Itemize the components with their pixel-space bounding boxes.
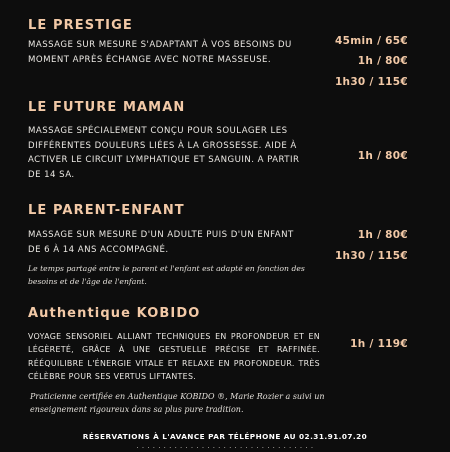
cut-off-footer-line: · · · · · · · · · · · · · · · · · · · · · · · · · · · · · · · · · bbox=[136, 444, 314, 452]
section-title-parent-enfant: LE PARENT-ENFANT bbox=[28, 203, 185, 218]
price-parent-enfant-1h30: 1h30 / 115€ bbox=[334, 250, 408, 262]
reservation-text: RÉSERVATIONS À L'AVANCE PAR TÉLÉPHONE AU bbox=[82, 432, 297, 441]
section-note-kobido: Praticienne certifiée en Authentique KOBIDO ®, Marie Rozier a suivi un enseignement rigoureux dans sa plus pure tradition. bbox=[30, 392, 325, 415]
price-prestige-1h30: 1h30 / 115€ bbox=[334, 76, 408, 88]
price-kobido-1h: 1h / 119€ bbox=[350, 338, 408, 350]
reservation-info bbox=[0, 432, 450, 441]
price-prestige-45min: 45min / 65€ bbox=[335, 35, 408, 47]
reservation-phone[interactable]: 02.31.91.07.20 bbox=[299, 432, 368, 441]
section-title-kobido: Authentique KOBIDO bbox=[28, 306, 201, 321]
section-description-prestige: MASSAGE SUR MESURE S'ADAPTANT À VOS BESOINS DU MOMENT APRÈS ÉCHANGE AVEC NOTRE MASSEUSE. bbox=[28, 40, 292, 65]
price-future-maman-1h: 1h / 80€ bbox=[357, 150, 408, 162]
price-parent-enfant-1h: 1h / 80€ bbox=[357, 229, 408, 241]
section-title-prestige: LE PRESTIGE bbox=[28, 18, 133, 33]
section-description-kobido: VOYAGE SENSORIEL ALLIANT TECHNIQUES EN PROFONDEUR ET EN LÉGÈRETÉ, GRÂCE À UNE GESTUELLE PRÉCISE ET RAFFINÉE. RÉÉQUILIBRE L'ÉNERGIE VITALE ET RELAXE EN PROFONDEUR. TRÈS CÉLÈBRE POUR SES VERTUS LIFTANTES. bbox=[28, 332, 320, 381]
section-description-future-maman: MASSAGE SPÉCIALEMENT CONÇU POUR SOULAGER LES DIFFÉRENTES DOULEURS LIÉES À LA GROSSESSE. AIDE À ACTIVER LE CIRCUIT LYMPHATIQUE ET SANGUIN. A PARTIR DE 14 SA. bbox=[28, 126, 300, 180]
section-title-future-maman: LE FUTURE MAMAN bbox=[28, 100, 186, 115]
price-prestige-1h: 1h / 80€ bbox=[357, 55, 408, 67]
section-note-parent-enfant: Le temps partagé entre le parent et l'enfant est adapté en fonction des besoins et de l'âge de l'enfant. bbox=[28, 264, 305, 286]
section-description-parent-enfant: MASSAGE SUR MESURE D'UN ADULTE PUIS D'UN ENFANT DE 6 À 14 ANS ACCOMPAGNÉ. bbox=[28, 230, 294, 255]
